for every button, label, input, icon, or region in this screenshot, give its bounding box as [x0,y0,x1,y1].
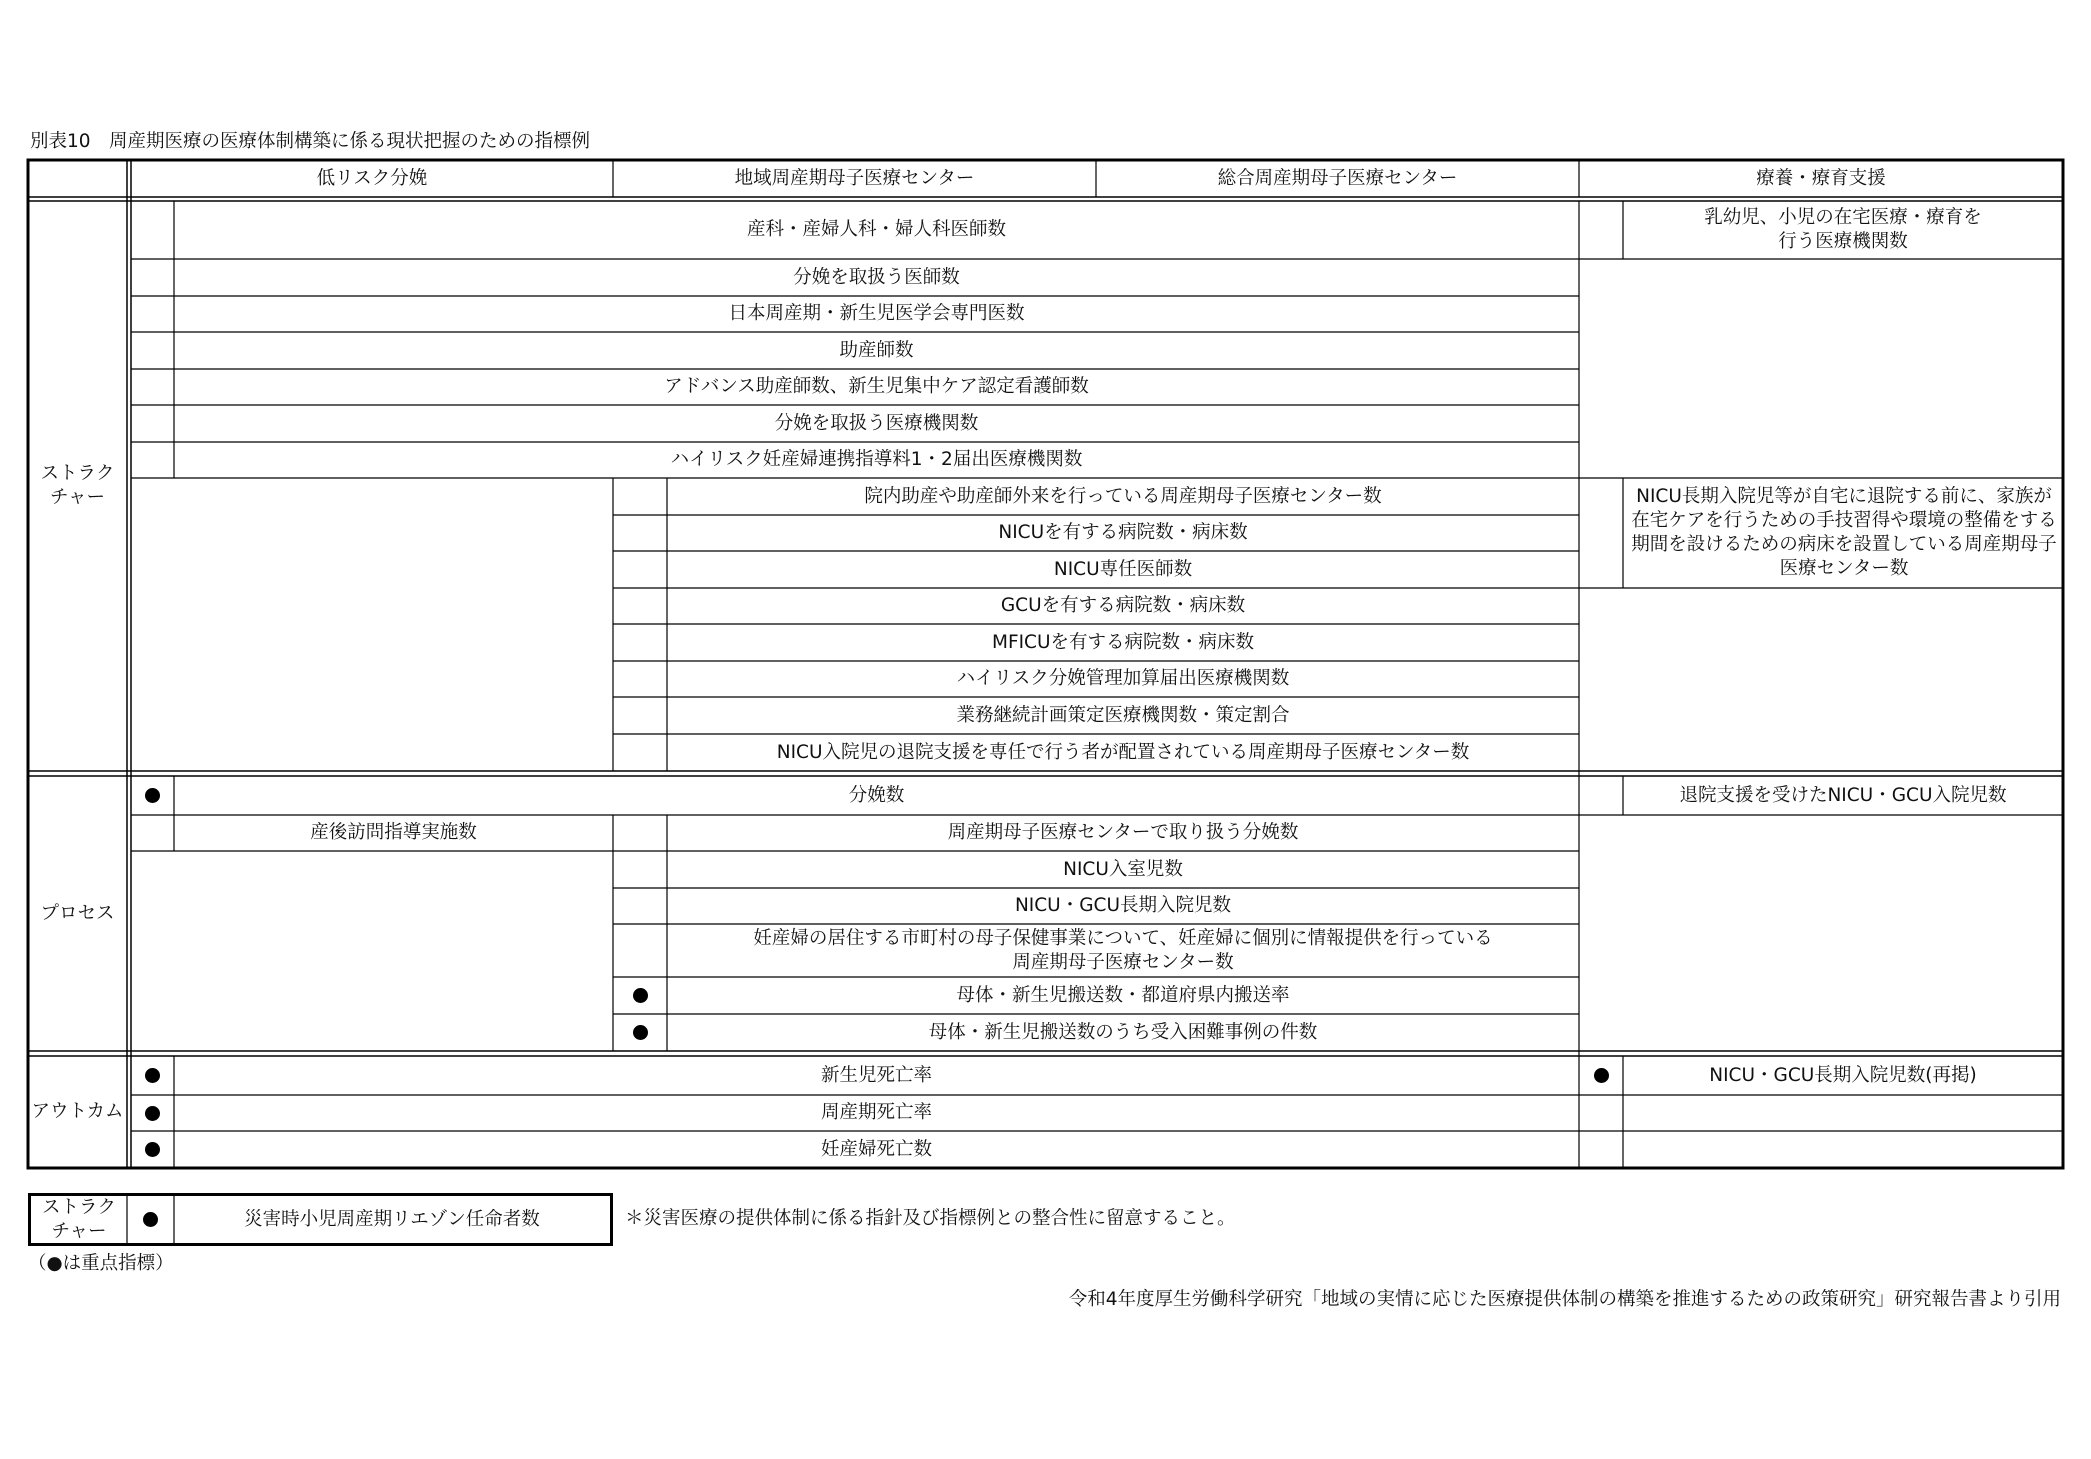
header-care-support: 療養・療育支援 [1756,167,1886,189]
structure-nicu-doctors: NICU専任医師数 [1053,558,1193,580]
process-info-provision: 妊産婦の居住する市町村の母子保健事業について、妊産婦に個別に情報提供を行っている 周産期母子医療センター数 [753,927,1493,973]
process-nicu-gcu-longterm: NICU・GCU長期入院児数 [1014,895,1232,916]
structure-gcu-hospitals: GCUを有する病院数・病床数 [1000,595,1246,616]
structure-perinatal-specialists: 日本周産期・新生児医学会専門医数 [728,303,1025,324]
outcome-care-longterm: NICU・GCU長期入院児数(再掲) [1709,1064,1977,1086]
structure-care-nicu-longterm: NICU長期入院児等が自宅に退院する前に、家族が在宅ケアを行うための手技習得や環境の整備をする期間を設けるための病床を設置している周産期母子医療センター数 [1631,486,2057,579]
disaster-bullet [127,1193,174,1246]
structure-nicu-hospitals: NICUを有する病院数・病床数 [998,522,1248,543]
citation: 令和4年度厚生労働科学研究「地域の実情に応じた医療提供体制の構築を推進するための政策研究」研究報告書より引用 [1068,1289,2061,1310]
structure-center-midwife-clinic: 院内助産や助産師外来を行っている周産期母子医療センター数 [864,485,1382,507]
structure-high-risk-delivery: ハイリスク分娩管理加算届出医療機関数 [956,668,1290,689]
disaster-section-label: ストラク チャー [41,1196,116,1242]
disaster-liaison: 災害時小児周産期リエゾン任命者数 [244,1208,540,1230]
process-care-discharged: 退院支援を受けたNICU・GCU入院児数 [1679,784,2007,806]
structure-delivery-institutions: 分娩を取扱う医療機関数 [774,412,979,434]
structure-bcp: 業務継続計画策定医療機関数・策定割合 [956,704,1290,726]
section-outcome: アウトカム [31,1101,124,1122]
section-process: プロセス [40,902,115,924]
outcome-neonatal-mortality: 新生児死亡率 [820,1064,932,1086]
process-transport-difficult: 母体・新生児搬送数のうち受入困難事例の件数 [928,1021,1318,1043]
structure-high-risk-guidance: ハイリスク妊産婦連携指導料1・2届出医療機関数 [670,449,1083,470]
header-regional-center: 地域周産期母子医療センター [734,167,975,189]
process-center-deliveries: 周産期母子医療センターで取り扱う分娩数 [947,822,1299,843]
legend-note: （●は重点指標） [28,1253,174,1274]
process-postpartum-visits: 産後訪問指導実施数 [310,822,477,843]
outcome-perinatal-mortality: 周産期死亡率 [820,1102,932,1123]
priority-dot [143,1212,158,1227]
header-general-center: 総合周産期母子医療センター [1217,167,1458,189]
process-deliveries: 分娩数 [848,784,905,806]
section-structure: ストラク チャー [40,463,115,508]
structure-advanced-midwives: アドバンス助産師数、新生児集中ケア認定看護師数 [664,376,1089,397]
structure-mficu-hospitals: MFICUを有する病院数・病床数 [991,631,1255,653]
outcome-maternal-deaths: 妊産婦死亡数 [820,1138,932,1160]
structure-nicu-discharge-staff: NICU入院児の退院支援を専任で行う者が配置されている周産期母子医療センター数 [776,741,1470,763]
process-nicu-admissions: NICU入室児数 [1063,858,1183,880]
structure-delivery-doctors: 分娩を取扱う医師数 [793,266,960,288]
structure-ob-gyn-doctors: 産科・産婦人科・婦人科医師数 [746,219,1006,240]
document-title: 別表10 周産期医療の医療体制構築に係る現状把握のための指標例 [30,131,591,152]
process-transport-rate: 母体・新生児搬送数・都道府県内搬送率 [956,984,1290,1006]
structure-care-home-medical: 乳幼児、小児の在宅医療・療育を 行う医療機関数 [1704,207,1982,252]
header-low-risk: 低リスク分娩 [316,167,428,189]
disaster-note: ＊災害医療の提供体制に係る指針及び指標例との整合性に留意すること。 [625,1208,1236,1229]
structure-midwives: 助産師数 [839,339,914,361]
